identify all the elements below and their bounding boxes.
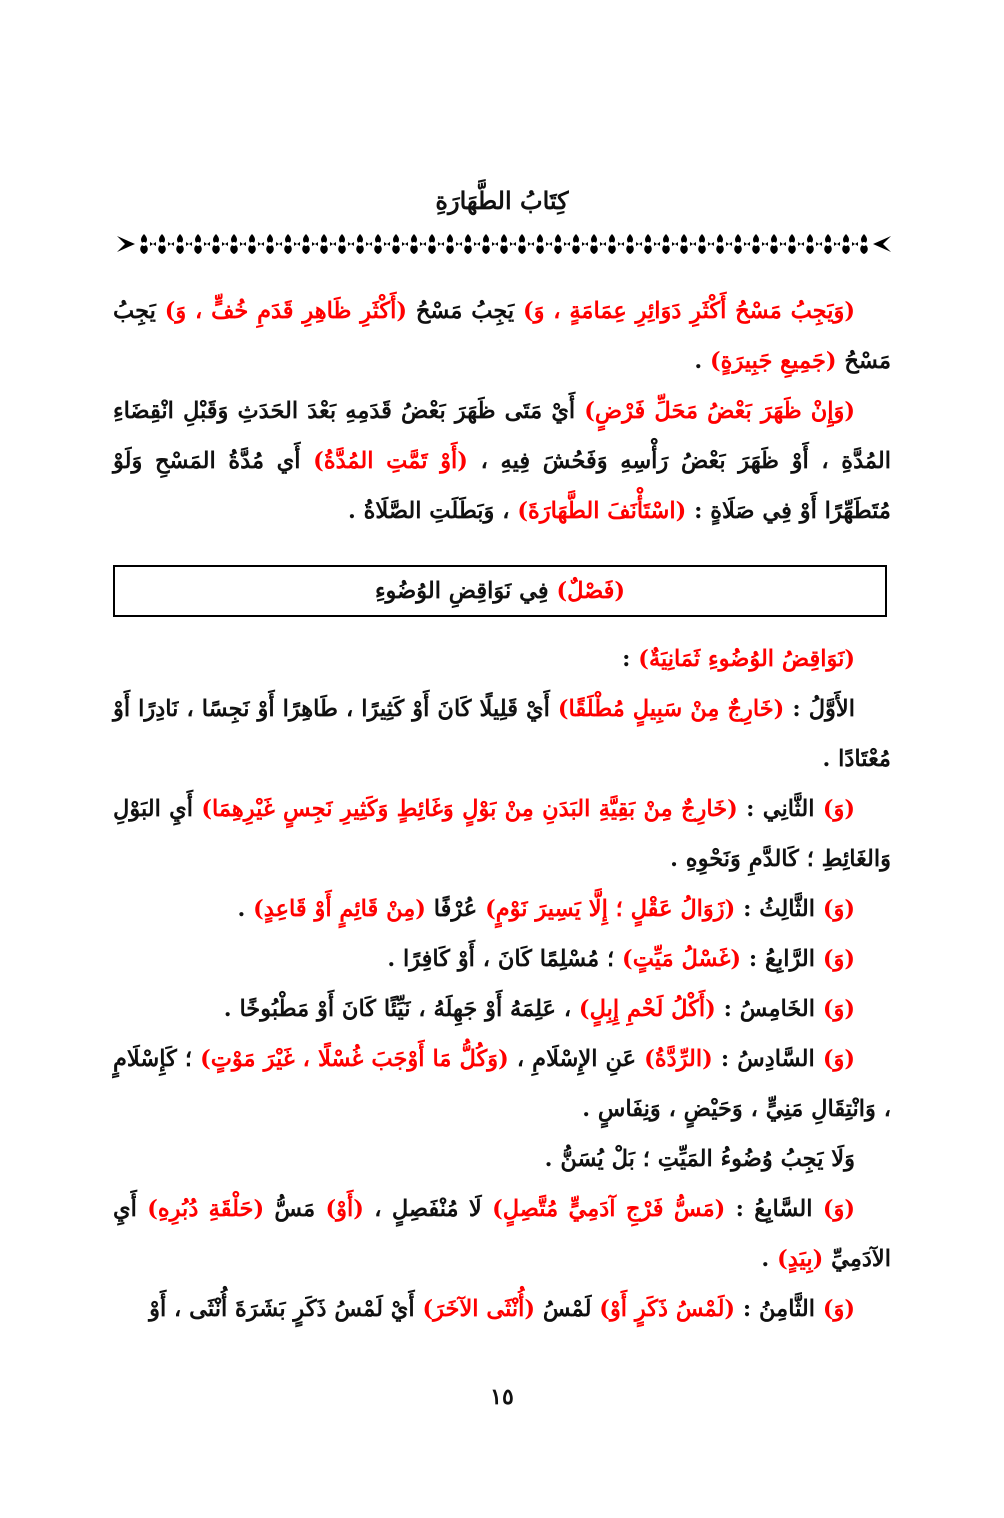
section-heading-text: فِي نَوَاقِضِ الوُضُوءِ bbox=[374, 578, 557, 604]
sharh-text: يَجِبُ مَسْحُ bbox=[113, 298, 891, 374]
matn-text: (اسْتَأْنَفَ الطَّهَارَةَ) bbox=[517, 498, 687, 524]
sharh-text: أَيْ لَمْسُ ذَكَرٍ بَشَرَةَ أُنْثَى ، أَوْ bbox=[149, 1296, 423, 1322]
sharh-text: لَمْسُ bbox=[535, 1296, 600, 1322]
sharh-text: ؛ مُسْلِمًا كَانَ ، أَوْ كَافِرًا . bbox=[387, 946, 623, 972]
matn-text: (لَمْسُ ذَكَرٍ أَوْ) bbox=[599, 1296, 736, 1322]
sharh-text: عَنِ الإِسْلَامِ ، bbox=[508, 1046, 645, 1072]
paragraph-zuhur bbox=[113, 386, 891, 536]
matn-text: (جَمِيعِ جَبِيرَةٍ) bbox=[710, 348, 837, 374]
top-text-block bbox=[113, 286, 891, 536]
sharh-text: . bbox=[761, 1246, 778, 1272]
sharh-text: عُرْفًا bbox=[425, 896, 486, 922]
matn-text: (وَ) bbox=[822, 896, 855, 922]
paragraph-seventh bbox=[113, 1184, 891, 1284]
matn-text: (حَلْقَةِ دُبُرِهِ) bbox=[147, 1196, 265, 1222]
section-heading-label: (فَصْلٌ) bbox=[556, 578, 626, 604]
sharh-text: السَّابِعُ : bbox=[725, 1196, 823, 1222]
matn-text: (وَ) bbox=[822, 1046, 855, 1072]
matn-text: (وَ) bbox=[822, 1296, 855, 1322]
paragraph-nawaqid bbox=[113, 634, 891, 684]
matn-text: (مَسُّ فَرْجِ آدَمِيٍّ مُتَّصِلٍ) bbox=[492, 1196, 726, 1222]
sharh-text: لَا مُنْفَصِلٍ ، bbox=[363, 1196, 493, 1222]
sharh-text: أَيِ البَوْلِ وَالغَائِطِ ؛ كَالدَّمِ وَنَحْوِهِ . bbox=[113, 796, 891, 872]
matn-text: (وَيَجِبُ مَسْحُ أَكْثَرِ دَوَائِرِ عِمَامَةٍ ، وَ) bbox=[522, 298, 855, 324]
paragraph-masah bbox=[113, 286, 891, 386]
matn-text: (وَ) bbox=[822, 796, 855, 822]
matn-text: (زَوَالُ عَقْلٍ ؛ إِلَّا يَسِيرَ نَوْمٍ) bbox=[485, 896, 736, 922]
sharh-text: الرَّابِعُ : bbox=[741, 946, 823, 972]
matn-text: (أَكْلُ لَحْمِ إِبِلٍ) bbox=[578, 996, 716, 1022]
sharh-text: مَسُّ bbox=[264, 1196, 326, 1222]
matn-text: (وَ) bbox=[822, 1196, 855, 1222]
sharh-text: ، وَبَطَلَتِ الصَّلَاةُ . bbox=[347, 498, 518, 524]
page-number: ١٥ bbox=[490, 1384, 514, 1410]
matn-text: (وَ) bbox=[822, 946, 855, 972]
matn-text: (أَكْثَرِ ظَاهِرِ قَدَمِ خُفٍّ ، وَ) bbox=[164, 298, 408, 324]
sharh-text: الخَامِسُ : bbox=[715, 996, 823, 1022]
sharh-text: ؛ كَإِسْلَامٍ ، وَانْتِقَالِ مَنِيٍّ ، وَحَيْضٍ ، وَنِفَاسٍ . bbox=[113, 1046, 891, 1122]
sharh-text: ، عَلِمَهُ أَوْ جَهِلَهُ ، نَيِّئًا كَانَ أَوْ مَطْبُوخًا . bbox=[223, 996, 579, 1022]
section-heading-box bbox=[113, 565, 887, 617]
paragraph-fifth bbox=[113, 984, 891, 1034]
sharh-text: : bbox=[622, 646, 639, 672]
matn-text: (مِنْ قَائِمٍ أَوْ قَاعِدٍ) bbox=[253, 896, 426, 922]
matn-text: (أَوْ تَمَّتِ المُدَّةُ) bbox=[313, 448, 468, 474]
matn-text: (غَسْلُ مَيِّتٍ) bbox=[622, 946, 741, 972]
sharh-text: أَي مُدَّةُ المَسْحِ وَلَوْ مُتَطَهِّرًا أَوْ فِي صَلَاةٍ : bbox=[113, 448, 891, 524]
paragraph-fourth bbox=[113, 934, 891, 984]
matn-text: (نَوَاقِضُ الوُضُوءِ ثَمَانِيَةٌ) bbox=[638, 646, 855, 672]
sharh-text: أَيْ مَتَى ظَهَرَ بَعْضُ قَدَمِهِ بَعْدَ الحَدَثِ وَقَبْلِ انْقِضَاءِ المُدَّةِ ، أَوْ ظَهَرَ بَعْضُ رَأْسِهِ وَفَحُشَ فِيهِ ، bbox=[113, 398, 892, 474]
sharh-text: أَيِ الآدَمِيِّ bbox=[113, 1196, 891, 1272]
paragraph-third bbox=[113, 884, 891, 934]
main-text-block bbox=[113, 634, 891, 1334]
matn-text: (الرِّدَّةُ) bbox=[644, 1046, 713, 1072]
ornamental-border-icon bbox=[117, 232, 891, 256]
paragraph-wudu-mayyit bbox=[113, 1134, 891, 1184]
sharh-text: الثَّانِي : bbox=[737, 796, 823, 822]
sharh-text: الثَّالِثُ : bbox=[735, 896, 823, 922]
sharh-text: السَّادِسُ : bbox=[712, 1046, 823, 1072]
matn-text: (خَارِجٌ مِنْ بَقِيَّةِ البَدَنِ مِنْ بَوْلٍ وَغَائِطٍ وَكَثِيرِ نَجِسٍ غَيْرِهِمَا) bbox=[201, 796, 738, 822]
paragraph-sixth bbox=[113, 1034, 891, 1134]
matn-text: (وَإِنْ ظَهَرَ بَعْضُ مَحَلِّ فَرْضٍ) bbox=[584, 398, 855, 424]
matn-text: (وَ) bbox=[822, 996, 855, 1022]
sharh-text: الأَوَّلُ : bbox=[784, 696, 855, 722]
sharh-text: . bbox=[694, 348, 711, 374]
running-header-title: كِتَابُ الطَّهَارَةِ bbox=[435, 186, 569, 215]
matn-text: (أُنْثَى الآخَرَ) bbox=[422, 1296, 536, 1322]
sharh-text: وَلَا يَجِبُ وُضُوءُ المَيِّتِ ؛ بَلْ يُسَنُّ . bbox=[544, 1146, 855, 1172]
sharh-text: يَجِبُ مَسْحُ bbox=[407, 298, 523, 324]
sharh-text: . bbox=[237, 896, 254, 922]
sharh-text: الثَّامِنُ : bbox=[735, 1296, 823, 1322]
paragraph-second bbox=[113, 784, 891, 884]
sharh-text: أَيْ قَلِيلًا كَانَ أَوْ كَثِيرًا ، طَاهِرًا أَوْ نَجِسًا ، نَادِرًا أَوْ مُعْتَادًا . bbox=[113, 696, 891, 772]
paragraph-first bbox=[113, 684, 891, 784]
matn-text: (أَوْ) bbox=[325, 1196, 364, 1222]
paragraph-eighth bbox=[113, 1284, 891, 1334]
matn-text: (بِيَدٍ) bbox=[777, 1246, 824, 1272]
matn-text: (وَكُلُّ مَا أَوْجَبَ غُسْلًا ، غَيْرَ مَوْتٍ) bbox=[200, 1046, 509, 1072]
matn-text: (خَارِجٌ مِنْ سَبِيلٍ مُطْلَقًا) bbox=[557, 696, 785, 722]
